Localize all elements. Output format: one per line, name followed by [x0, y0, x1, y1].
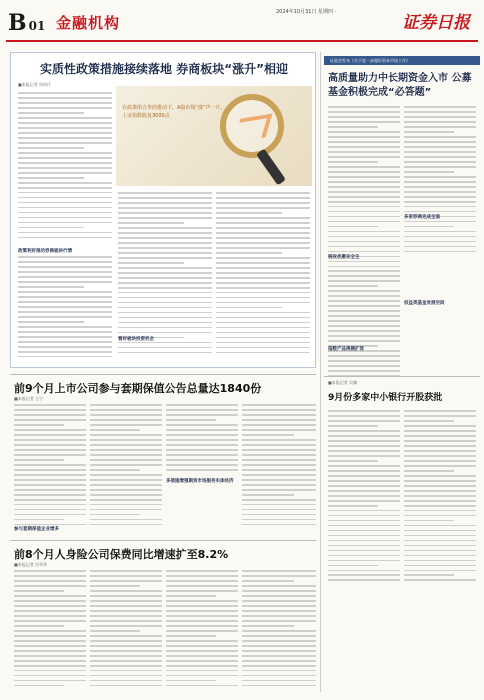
right-subhead-4: 权益类基金发展空间 — [404, 301, 445, 306]
lead-byline: ■本报记者 周尚仔 — [18, 82, 52, 87]
lead-photo-magnifier — [116, 86, 312, 186]
right-subhead-2: 多家券商完成全面 — [404, 215, 440, 220]
article3-text-col1 — [14, 570, 86, 694]
article3-rule — [10, 540, 316, 541]
masthead-rule — [6, 40, 478, 42]
right-bottom-text-col2 — [404, 410, 476, 690]
article3-text-col2 — [90, 570, 162, 694]
article2-text-col1 — [14, 404, 86, 534]
section-title: 金融机构 — [56, 14, 121, 32]
right-bottom-title: 9月份多家中小银行开股获批 — [328, 393, 443, 403]
brand-logo: 证券日报 — [402, 13, 470, 33]
lead-subhead-2: 看好板块投资机会 — [118, 337, 154, 342]
lead-text-col3 — [216, 192, 310, 364]
right-article-title: 高质量助力中长期资金入市 公募基金积极完成“必答题” — [328, 73, 472, 98]
article2-subhead-2: 多措施增强期货市场服务实体经济 — [166, 479, 234, 484]
right-subhead-3: 指数产品规模扩容 — [328, 347, 364, 352]
article2-byline: ■本报记者 王宁 — [14, 396, 44, 401]
page-number: B 01 — [8, 10, 46, 36]
article2-rule — [10, 374, 316, 375]
lead-subhead-1: 政策利好推动券商板块行情 — [18, 249, 72, 254]
magnifier-handle-icon — [256, 149, 286, 186]
article3-text-col3 — [166, 570, 238, 694]
article2-text-col2 — [90, 404, 162, 534]
article3-text-col4 — [242, 570, 316, 694]
article3-title: 前8个月人身险公司保费同比增速扩至8.2% — [14, 548, 229, 561]
issue-meta: 2024年10月31日 星期四 · — [276, 9, 337, 15]
article2-title: 前9个月上市公司参与套期保值公告总量达1840份 — [14, 382, 262, 395]
lead-text-col1 — [18, 92, 112, 242]
masthead — [0, 0, 484, 46]
photo-caption: 在政策组合拳的推动下，A股市场“涨”声一片，上证指数收复3000点 — [122, 105, 226, 119]
right-section-rule — [324, 376, 480, 377]
right-section-bar: 证监会发布《关于进一步做好资本市场工作》 — [324, 56, 480, 65]
column-divider — [320, 52, 321, 692]
lead-text-col1b — [18, 256, 112, 364]
lead-article-title: 实质性政策措施接续落地 券商板块“涨升”相迎 — [40, 62, 288, 76]
article2-text-col3 — [166, 404, 238, 534]
article2-subhead-1: 参与套期保值企业增多 — [14, 527, 59, 532]
right-bottom-label: ■本报记者 吴珊 — [328, 380, 358, 385]
right-text-col2 — [404, 106, 476, 366]
right-subhead-1: 税收优惠安全生 — [328, 255, 360, 260]
right-bottom-text-col1 — [328, 410, 400, 690]
article2-text-col4 — [242, 404, 316, 534]
magnifier-icon — [220, 94, 284, 158]
article3-byline: ■本报记者 冷翠华 — [14, 562, 48, 567]
